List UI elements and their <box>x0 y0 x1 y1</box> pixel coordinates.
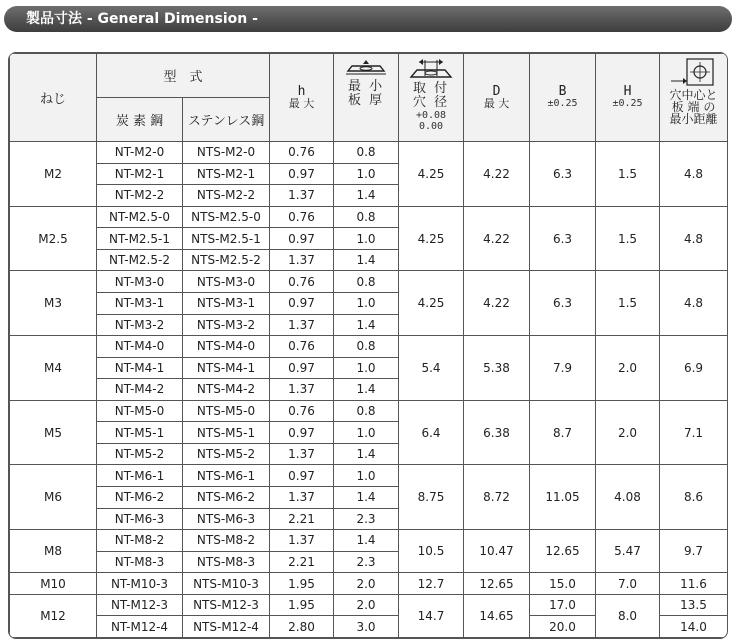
thickness-cell: 1.0 <box>334 292 399 314</box>
thickness-cell: 0.8 <box>334 400 399 422</box>
screw-cell: M10 <box>10 573 97 595</box>
screw-cell: M6 <box>10 465 97 530</box>
h-cell: 2.80 <box>270 616 334 638</box>
carbon-part-cell: NT-M2-1 <box>97 163 183 185</box>
table-row <box>10 573 728 595</box>
mount-tol-zero: 0.00 <box>418 121 444 132</box>
mount-hole-cell: 4.25 <box>399 206 464 271</box>
thickness-cell: 3.0 <box>334 616 399 638</box>
h-cell: 1.37 <box>270 249 334 271</box>
stainless-part-cell: NTS-M8-3 <box>183 551 270 573</box>
d-cell: 10.47 <box>464 530 530 573</box>
b-cell: 11.05 <box>530 465 596 530</box>
carbon-part-cell: NT-M10-3 <box>97 573 183 595</box>
screw-cell: M12 <box>10 594 97 637</box>
h-cell: 0.97 <box>270 465 334 487</box>
screw-cell: M2.5 <box>10 206 97 271</box>
mount-line2: 穴 径 <box>412 95 450 110</box>
stainless-part-cell: NTS-M5-0 <box>183 400 270 422</box>
plate-icon <box>346 60 386 78</box>
d-cell: 4.22 <box>464 271 530 336</box>
screw-cell: M2 <box>10 142 97 207</box>
mount-tol-plus: +0.08 <box>415 110 447 121</box>
mount-hole-cell: 8.75 <box>399 465 464 530</box>
d-cell: 6.38 <box>464 400 530 465</box>
thickness-cell: 1.4 <box>334 249 399 271</box>
carbon-part-cell: NT-M2-2 <box>97 185 183 207</box>
carbon-part-cell: NT-M4-1 <box>97 357 183 379</box>
thickness-cell: 1.4 <box>334 487 399 509</box>
stainless-part-cell: NTS-M2.5-0 <box>183 206 270 228</box>
h-cell: 0.76 <box>270 400 334 422</box>
carbon-part-cell: NT-M3-2 <box>97 314 183 336</box>
d-cell: 8.72 <box>464 465 530 530</box>
thickness-line2: 板 厚 <box>347 93 385 108</box>
thickness-cell: 0.8 <box>334 142 399 164</box>
stainless-part-cell: NTS-M2-0 <box>183 142 270 164</box>
table-row <box>10 594 728 616</box>
h-cell: 2.21 <box>270 551 334 573</box>
stainless-part-cell: NTS-M6-2 <box>183 487 270 509</box>
stainless-part-cell: NTS-M4-1 <box>183 357 270 379</box>
b-cell: 6.3 <box>530 142 596 207</box>
header-stainless: ステンレス鋼 <box>183 98 270 142</box>
stainless-part-cell: NTS-M8-2 <box>183 530 270 552</box>
header-hh <box>596 54 660 142</box>
thickness-cell: 1.4 <box>334 443 399 465</box>
edge-distance-cell: 14.0 <box>660 616 728 638</box>
hh-cell: 2.0 <box>596 336 660 401</box>
b-cell: 17.0 <box>530 594 596 616</box>
thickness-cell: 2.3 <box>334 508 399 530</box>
stainless-part-cell: NTS-M3-1 <box>183 292 270 314</box>
hole-diameter-icon <box>409 58 453 80</box>
hh-cell: 1.5 <box>596 206 660 271</box>
mount-hole-cell: 5.4 <box>399 336 464 401</box>
header-b <box>530 54 596 142</box>
b-cell: 20.0 <box>530 616 596 638</box>
header-type: 型 式 <box>97 54 270 98</box>
edge-distance-cell: 6.9 <box>660 336 728 401</box>
thickness-cell: 1.4 <box>334 185 399 207</box>
stainless-part-cell: NTS-M4-2 <box>183 379 270 401</box>
screw-cell: M4 <box>10 336 97 401</box>
stainless-part-cell: NTS-M3-0 <box>183 271 270 293</box>
hh-tolerance: ±0.25 <box>612 98 643 109</box>
d-cell: 5.38 <box>464 336 530 401</box>
thickness-cell: 1.4 <box>334 530 399 552</box>
h-cell: 0.97 <box>270 163 334 185</box>
header-carbon-steel: 炭 素 鋼 <box>97 98 183 142</box>
stainless-part-cell: NTS-M5-1 <box>183 422 270 444</box>
stainless-part-cell: NTS-M6-1 <box>183 465 270 487</box>
stainless-part-cell: NTS-M5-2 <box>183 443 270 465</box>
carbon-part-cell: NT-M8-3 <box>97 551 183 573</box>
thickness-line1: 最 小 <box>347 79 385 94</box>
stainless-part-cell: NTS-M3-2 <box>183 314 270 336</box>
b-tolerance: ±0.25 <box>547 98 578 109</box>
header-mount-hole <box>399 54 464 142</box>
thickness-cell: 1.0 <box>334 422 399 444</box>
carbon-part-cell: NT-M6-1 <box>97 465 183 487</box>
section-title: 製品寸法 - General Dimension - <box>26 11 258 27</box>
h-cell: 0.97 <box>270 357 334 379</box>
edge-distance-cell: 4.8 <box>660 271 728 336</box>
h-cell: 0.76 <box>270 336 334 358</box>
carbon-part-cell: NT-M6-2 <box>97 487 183 509</box>
edge-distance-cell: 4.8 <box>660 206 728 271</box>
hh-cell: 1.5 <box>596 142 660 207</box>
h-cell: 0.76 <box>270 206 334 228</box>
h-cell: 2.21 <box>270 508 334 530</box>
screw-cell: M3 <box>10 271 97 336</box>
b-cell: 15.0 <box>530 573 596 595</box>
carbon-part-cell: NT-M8-2 <box>97 530 183 552</box>
mount-line1: 取 付 <box>412 81 450 96</box>
d-cell: 4.22 <box>464 206 530 271</box>
stainless-part-cell: NTS-M2-2 <box>183 185 270 207</box>
stainless-part-cell: NTS-M12-3 <box>183 594 270 616</box>
edge-distance-cell: 13.5 <box>660 594 728 616</box>
thickness-cell: 1.0 <box>334 357 399 379</box>
table-row <box>10 336 728 358</box>
h-cell: 0.76 <box>270 271 334 293</box>
header-d <box>464 54 530 142</box>
edge-line2: 板 端 の <box>671 100 716 114</box>
thickness-cell: 2.3 <box>334 551 399 573</box>
thickness-cell: 1.4 <box>334 314 399 336</box>
stainless-part-cell: NTS-M6-3 <box>183 508 270 530</box>
carbon-part-cell: NT-M6-3 <box>97 508 183 530</box>
hh-cell: 5.47 <box>596 530 660 573</box>
carbon-part-cell: NT-M5-0 <box>97 400 183 422</box>
carbon-part-cell: NT-M2.5-2 <box>97 249 183 271</box>
h-cell: 0.97 <box>270 292 334 314</box>
d-cell: 4.22 <box>464 142 530 207</box>
hh-cell: 8.0 <box>596 594 660 637</box>
dimension-table <box>9 53 728 638</box>
stainless-part-cell: NTS-M2-1 <box>183 163 270 185</box>
h-symbol: h <box>297 83 306 99</box>
mount-hole-cell: 10.5 <box>399 530 464 573</box>
thickness-cell: 2.0 <box>334 594 399 616</box>
mount-hole-cell: 4.25 <box>399 142 464 207</box>
carbon-part-cell: NT-M2-0 <box>97 142 183 164</box>
table-row <box>10 206 728 228</box>
stainless-part-cell: NTS-M4-0 <box>183 336 270 358</box>
b-cell: 7.9 <box>530 336 596 401</box>
thickness-cell: 1.0 <box>334 228 399 250</box>
h-cell: 0.97 <box>270 228 334 250</box>
mount-hole-cell: 4.25 <box>399 271 464 336</box>
h-cell: 1.37 <box>270 487 334 509</box>
edge-distance-cell: 4.8 <box>660 142 728 207</box>
carbon-part-cell: NT-M3-1 <box>97 292 183 314</box>
carbon-part-cell: NT-M12-4 <box>97 616 183 638</box>
thickness-cell: 0.8 <box>334 336 399 358</box>
h-cell: 0.97 <box>270 422 334 444</box>
b-cell: 6.3 <box>530 206 596 271</box>
thickness-cell: 0.8 <box>334 271 399 293</box>
screw-cell: M8 <box>10 530 97 573</box>
b-cell: 8.7 <box>530 400 596 465</box>
b-cell: 6.3 <box>530 271 596 336</box>
d-cell: 12.65 <box>464 573 530 595</box>
stainless-part-cell: NTS-M12-4 <box>183 616 270 638</box>
edge-distance-cell: 9.7 <box>660 530 728 573</box>
stainless-part-cell: NTS-M2.5-2 <box>183 249 270 271</box>
table-row <box>10 465 728 487</box>
table-row <box>10 530 728 552</box>
d-cell: 14.65 <box>464 594 530 637</box>
stainless-part-cell: NTS-M2.5-1 <box>183 228 270 250</box>
thickness-cell: 1.0 <box>334 163 399 185</box>
carbon-part-cell: NT-M2.5-0 <box>97 206 183 228</box>
h-cell: 1.37 <box>270 443 334 465</box>
table-row <box>10 400 728 422</box>
hh-symbol: H <box>623 84 632 99</box>
b-symbol: B <box>558 84 567 99</box>
header-screw: ねじ <box>10 54 97 142</box>
section-banner <box>4 6 732 32</box>
edge-distance-cell: 8.6 <box>660 465 728 530</box>
h-cell: 1.95 <box>270 594 334 616</box>
stainless-part-cell: NTS-M10-3 <box>183 573 270 595</box>
carbon-part-cell: NT-M4-0 <box>97 336 183 358</box>
hh-cell: 2.0 <box>596 400 660 465</box>
edge-distance-icon <box>669 57 719 87</box>
carbon-part-cell: NT-M3-0 <box>97 271 183 293</box>
header-edge-distance <box>660 54 728 142</box>
thickness-cell: 2.0 <box>334 573 399 595</box>
edge-distance-cell: 7.1 <box>660 400 728 465</box>
thickness-cell: 0.8 <box>334 206 399 228</box>
thickness-cell: 1.4 <box>334 379 399 401</box>
b-cell: 12.65 <box>530 530 596 573</box>
hh-cell: 7.0 <box>596 573 660 595</box>
h-cell: 1.37 <box>270 185 334 207</box>
table-body <box>10 142 728 638</box>
h-note: 最 大 <box>288 96 315 110</box>
thickness-cell: 1.0 <box>334 465 399 487</box>
h-cell: 1.37 <box>270 314 334 336</box>
table-row <box>10 142 728 164</box>
mount-hole-cell: 12.7 <box>399 573 464 595</box>
h-cell: 1.95 <box>270 573 334 595</box>
header-thickness <box>334 54 399 142</box>
hh-cell: 4.08 <box>596 465 660 530</box>
hh-cell: 1.5 <box>596 271 660 336</box>
d-note: 最 大 <box>483 96 510 110</box>
h-cell: 1.37 <box>270 530 334 552</box>
edge-distance-cell: 11.6 <box>660 573 728 595</box>
mount-hole-cell: 14.7 <box>399 594 464 637</box>
h-cell: 1.37 <box>270 379 334 401</box>
edge-line3: 最小距離 <box>669 112 718 126</box>
table-row <box>10 271 728 293</box>
screw-cell: M5 <box>10 400 97 465</box>
carbon-part-cell: NT-M12-3 <box>97 594 183 616</box>
carbon-part-cell: NT-M5-1 <box>97 422 183 444</box>
h-cell: 0.76 <box>270 142 334 164</box>
carbon-part-cell: NT-M2.5-1 <box>97 228 183 250</box>
carbon-part-cell: NT-M5-2 <box>97 443 183 465</box>
header-h <box>270 54 334 142</box>
edge-line1: 穴中心と <box>669 88 718 102</box>
carbon-part-cell: NT-M4-2 <box>97 379 183 401</box>
d-symbol: D <box>492 83 501 99</box>
mount-hole-cell: 6.4 <box>399 400 464 465</box>
dimension-table-frame <box>8 52 728 639</box>
